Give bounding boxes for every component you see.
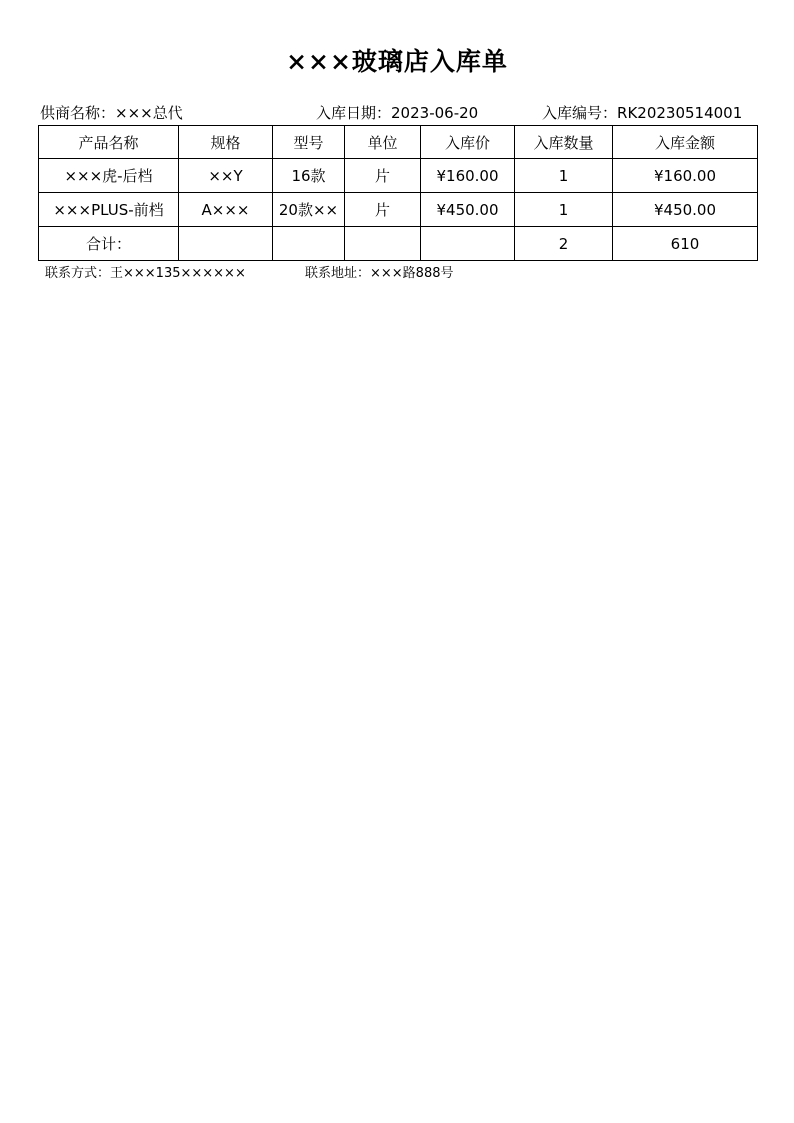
- header-model: 型号: [273, 126, 345, 159]
- contact-info: 联系方式：王×××135××××××: [45, 266, 246, 281]
- total-empty-cell: [421, 227, 515, 261]
- total-row: [39, 227, 758, 261]
- date-value: 2023-06-20: [391, 104, 479, 122]
- supplier-label: 供商名称：: [40, 104, 116, 122]
- cell-quantity: 1: [515, 193, 613, 227]
- cell-model: 20款××: [273, 193, 345, 227]
- total-empty-cell: [179, 227, 273, 261]
- header-quantity: 入库数量: [515, 126, 613, 159]
- table-header-row: [39, 126, 758, 159]
- cell-price: ¥160.00: [421, 159, 515, 193]
- total-amount: 610: [613, 227, 758, 261]
- header-amount: 入库金额: [613, 126, 758, 159]
- cell-spec: A×××: [179, 193, 273, 227]
- total-quantity: 2: [515, 227, 613, 261]
- inventory-table: [38, 125, 758, 261]
- header-product-name: 产品名称: [39, 126, 179, 159]
- cell-unit: 片: [345, 193, 421, 227]
- header-info: [0, 102, 794, 124]
- footer-info: [0, 264, 794, 284]
- header-price: 入库价: [421, 126, 515, 159]
- table-row: [39, 159, 758, 193]
- address-info: 联系地址：×××路888号: [305, 266, 454, 281]
- cell-amount: ¥160.00: [613, 159, 758, 193]
- total-empty-cell: [273, 227, 345, 261]
- date-field: [316, 102, 478, 124]
- number-label: 入库编号：: [542, 104, 618, 122]
- cell-quantity: 1: [515, 159, 613, 193]
- cell-product-name: ×××PLUS-前档: [39, 193, 179, 227]
- number-value: RK20230514001: [617, 104, 743, 122]
- cell-spec: ××Y: [179, 159, 273, 193]
- total-empty-cell: [345, 227, 421, 261]
- date-label: 入库日期：: [316, 104, 392, 122]
- cell-product-name: ×××虎-后档: [39, 159, 179, 193]
- cell-model: 16款: [273, 159, 345, 193]
- table-row: [39, 193, 758, 227]
- total-label: 合计：: [39, 227, 179, 261]
- document-title: ×××玻璃店入库单: [286, 47, 508, 76]
- number-field: [542, 102, 742, 124]
- cell-unit: 片: [345, 159, 421, 193]
- header-unit: 单位: [345, 126, 421, 159]
- supplier-value: ×××总代: [115, 104, 183, 122]
- header-spec: 规格: [179, 126, 273, 159]
- cell-amount: ¥450.00: [613, 193, 758, 227]
- supplier-field: [40, 102, 183, 124]
- cell-price: ¥450.00: [421, 193, 515, 227]
